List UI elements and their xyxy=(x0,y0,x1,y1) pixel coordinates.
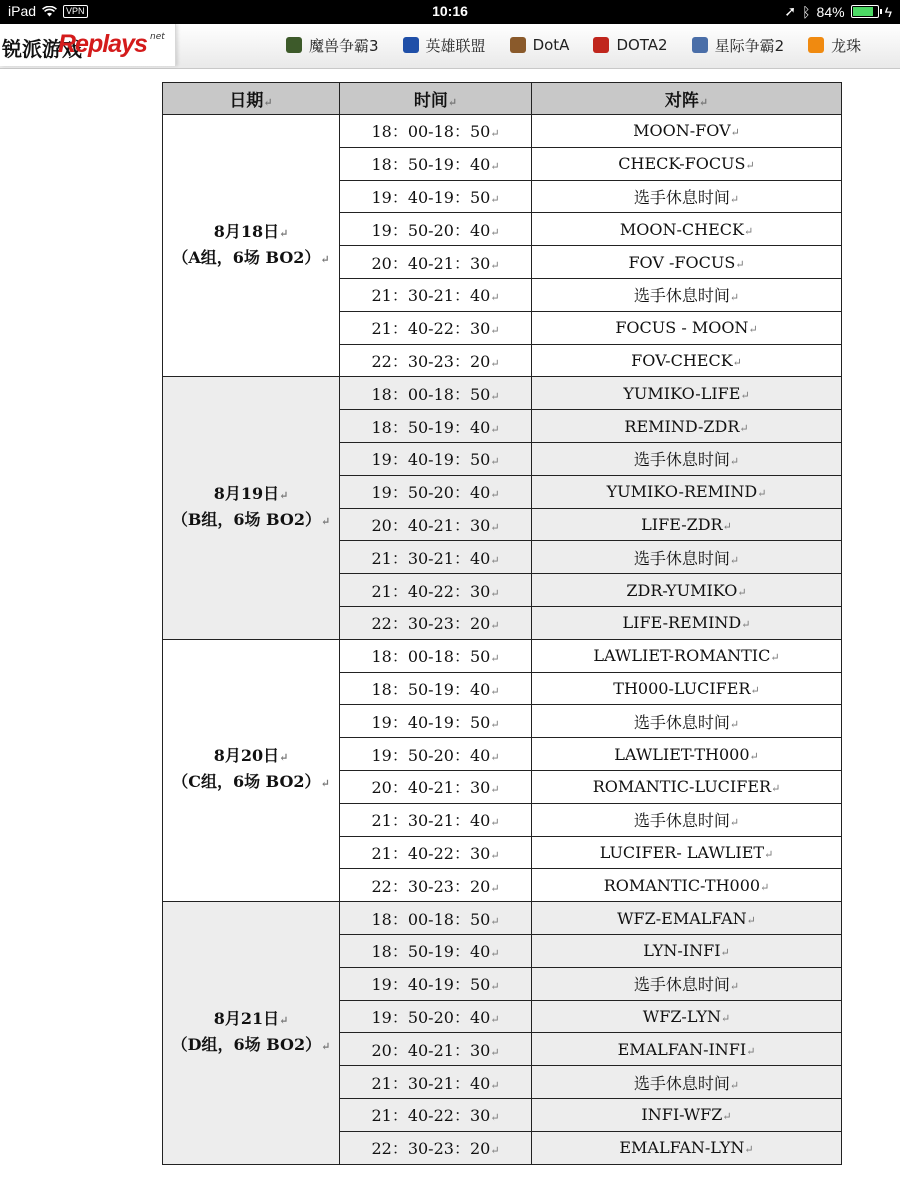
time-cell: 21：40-22：30↵ xyxy=(340,311,532,344)
date-label: 8月20日↵ xyxy=(213,746,289,766)
match-cell: 选手休息时间↵ xyxy=(532,803,842,836)
warcraft3-icon xyxy=(286,37,302,53)
nav-label: 龙珠 xyxy=(831,36,862,55)
time-cell: 18：50-19：40↵ xyxy=(340,672,532,705)
match-cell: ZDR-YUMIKO↵ xyxy=(532,574,842,607)
group-label: （D组，6场 BO2）↵ xyxy=(171,1034,331,1054)
match-cell: LYN-INFI↵ xyxy=(532,934,842,967)
nav-item-warcraft3[interactable] xyxy=(286,35,379,56)
time-cell: 20：40-21：30↵ xyxy=(340,770,532,803)
date-cell xyxy=(163,639,340,901)
time-cell: 18：00-18：50↵ xyxy=(340,115,532,148)
time-cell: 21：30-21：40↵ xyxy=(340,541,532,574)
time-cell: 22：30-23：20↵ xyxy=(340,606,532,639)
date-label: 8月18日↵ xyxy=(213,221,289,241)
match-cell: LIFE-ZDR↵ xyxy=(532,508,842,541)
time-cell: 22：30-23：20↵ xyxy=(340,1131,532,1164)
time-cell: 19：40-19：50↵ xyxy=(340,967,532,1000)
vpn-badge: VPN xyxy=(63,5,88,18)
match-cell: 选手休息时间↵ xyxy=(532,442,842,475)
date-cell xyxy=(163,377,340,639)
nav-item-dragonball[interactable] xyxy=(808,35,861,56)
match-cell: MOON-FOV↵ xyxy=(532,115,842,148)
match-cell: 选手休息时间↵ xyxy=(532,705,842,738)
logo-chinese: 锐派游戏 xyxy=(2,37,82,61)
status-bar xyxy=(0,0,900,24)
nav-item-dota2[interactable] xyxy=(593,36,667,54)
nav-item-lol[interactable] xyxy=(403,35,486,56)
match-cell: INFI-WFZ↵ xyxy=(532,1098,842,1131)
table-row xyxy=(163,377,842,410)
match-cell: REMIND-ZDR↵ xyxy=(532,410,842,443)
dota2-icon xyxy=(593,37,609,53)
clock: 10:16 xyxy=(432,3,468,19)
nav-label: 星际争霸2 xyxy=(714,36,785,55)
time-cell: 18：00-18：50↵ xyxy=(340,902,532,935)
header-time: 时间↵ xyxy=(340,83,532,115)
table-header-row xyxy=(163,83,842,115)
match-cell: FOV -FOCUS↵ xyxy=(532,246,842,279)
match-cell: YUMIKO-LIFE↵ xyxy=(532,377,842,410)
match-cell: EMALFAN-INFI↵ xyxy=(532,1033,842,1066)
site-nav xyxy=(0,24,900,69)
match-cell: ROMANTIC-LUCIFER↵ xyxy=(532,770,842,803)
table-row xyxy=(163,115,842,148)
starcraft2-icon xyxy=(692,37,708,53)
match-cell: 选手休息时间↵ xyxy=(532,278,842,311)
match-cell: WFZ-LYN↵ xyxy=(532,1000,842,1033)
time-cell: 19：50-20：40↵ xyxy=(340,213,532,246)
game-nav xyxy=(286,24,885,66)
time-cell: 21：40-22：30↵ xyxy=(340,1098,532,1131)
device-label: iPad xyxy=(8,3,37,19)
date-cell xyxy=(163,902,340,1164)
match-cell: FOV-CHECK↵ xyxy=(532,344,842,377)
schedule-table xyxy=(162,82,842,1165)
time-cell: 20：40-21：30↵ xyxy=(340,246,532,279)
time-cell: 19：40-19：50↵ xyxy=(340,442,532,475)
date-label: 8月19日↵ xyxy=(213,484,289,504)
date-label: 8月21日↵ xyxy=(213,1008,289,1028)
bluetooth-icon: ᛒ xyxy=(802,3,811,20)
logo-replays: Replays xyxy=(58,30,147,58)
time-cell: 19：50-20：40↵ xyxy=(340,738,532,771)
time-cell: 21：30-21：40↵ xyxy=(340,803,532,836)
nav-label: 魔兽争霸3 xyxy=(309,36,379,55)
time-cell: 19：50-20：40↵ xyxy=(340,1000,532,1033)
match-cell: CHECK-FOCUS↵ xyxy=(532,147,842,180)
time-cell: 21：30-21：40↵ xyxy=(340,278,532,311)
header-date: 日期↵ xyxy=(163,83,340,115)
nav-label: 英雄联盟 xyxy=(425,36,486,55)
site-logo[interactable] xyxy=(0,24,176,66)
time-cell: 21：30-21：40↵ xyxy=(340,1066,532,1099)
table-row xyxy=(163,902,842,935)
time-cell: 18：50-19：40↵ xyxy=(340,147,532,180)
time-cell: 22：30-23：20↵ xyxy=(340,869,532,902)
time-cell: 21：40-22：30↵ xyxy=(340,574,532,607)
group-label: （C组，6场 BO2）↵ xyxy=(172,772,330,792)
match-cell: FOCUS - MOON↵ xyxy=(532,311,842,344)
time-cell: 19：40-19：50↵ xyxy=(340,180,532,213)
match-cell: 选手休息时间↵ xyxy=(532,1066,842,1099)
dragonball-icon xyxy=(808,37,824,53)
nav-item-dota[interactable] xyxy=(510,36,570,54)
time-cell: 18：00-18：50↵ xyxy=(340,639,532,672)
match-cell: TH000-LUCIFER↵ xyxy=(532,672,842,705)
match-cell: EMALFAN-LYN↵ xyxy=(532,1131,842,1164)
match-cell: MOON-CHECK↵ xyxy=(532,213,842,246)
match-cell: WFZ-EMALFAN↵ xyxy=(532,902,842,935)
match-cell: LUCIFER- LAWLIET↵ xyxy=(532,836,842,869)
match-cell: LAWLIET-TH000↵ xyxy=(532,738,842,771)
dota-icon xyxy=(510,37,526,53)
charging-icon: ϟ xyxy=(884,3,892,20)
battery-percent: 84% xyxy=(816,3,845,20)
date-cell xyxy=(163,115,340,377)
match-cell: YUMIKO-REMIND↵ xyxy=(532,475,842,508)
time-cell: 18：50-19：40↵ xyxy=(340,934,532,967)
header-match: 对阵↵ xyxy=(532,83,842,115)
match-cell: 选手休息时间↵ xyxy=(532,541,842,574)
match-cell: 选手休息时间↵ xyxy=(532,967,842,1000)
time-cell: 19：50-20：40↵ xyxy=(340,475,532,508)
nav-label: DOTA2 xyxy=(616,36,668,54)
schedule-content xyxy=(162,82,842,1165)
group-label: （A组，6场 BO2）↵ xyxy=(172,247,330,267)
location-arrow-icon: ➚ xyxy=(784,3,797,19)
table-row xyxy=(163,639,842,672)
match-cell: LIFE-REMIND↵ xyxy=(532,606,842,639)
battery-fill xyxy=(853,7,873,16)
time-cell: 22：30-23：20↵ xyxy=(340,344,532,377)
lol-icon xyxy=(403,37,419,53)
logo-net: net xyxy=(150,32,165,42)
schedule-body xyxy=(163,115,842,1165)
time-cell: 18：50-19：40↵ xyxy=(340,410,532,443)
nav-item-starcraft2[interactable] xyxy=(692,35,785,56)
time-cell: 20：40-21：30↵ xyxy=(340,1033,532,1066)
time-cell: 19：40-19：50↵ xyxy=(340,705,532,738)
match-cell: LAWLIET-ROMANTIC↵ xyxy=(532,639,842,672)
time-cell: 20：40-21：30↵ xyxy=(340,508,532,541)
match-cell: ROMANTIC-TH000↵ xyxy=(532,869,842,902)
time-cell: 21：40-22：30↵ xyxy=(340,836,532,869)
match-cell: 选手休息时间↵ xyxy=(532,180,842,213)
nav-label: DotA xyxy=(532,36,570,54)
group-label: （B组，6场 BO2）↵ xyxy=(171,510,331,530)
battery-icon xyxy=(851,5,879,18)
time-cell: 18：00-18：50↵ xyxy=(340,377,532,410)
